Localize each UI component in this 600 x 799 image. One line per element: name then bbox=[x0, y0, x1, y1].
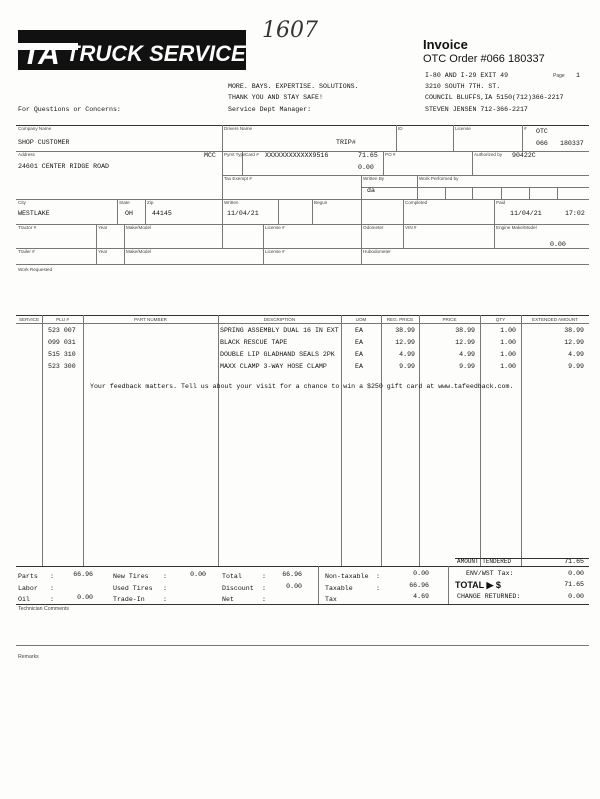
non-taxable-label: Non-taxable bbox=[325, 573, 369, 580]
row-1-ext: 12.99 bbox=[564, 339, 584, 346]
paid-label: Paid bbox=[496, 200, 506, 205]
total-label: Total bbox=[222, 573, 242, 580]
col-qty: QTY bbox=[495, 317, 506, 322]
trailer-label: Trailer # bbox=[18, 249, 35, 254]
vin-label: VIN # bbox=[405, 225, 417, 230]
row-1-uom: EA bbox=[355, 339, 363, 346]
address-line-2: 3210 SOUTH 7TH. ST. bbox=[425, 83, 501, 90]
address-value: 24601 CENTER RIDGE ROAD bbox=[18, 163, 110, 170]
row-2-qty: 1.00 bbox=[500, 351, 516, 358]
written-by-label: Written By bbox=[363, 176, 385, 181]
row-0-price: 38.99 bbox=[455, 327, 475, 334]
zip-value: 44145 bbox=[152, 210, 172, 217]
trade-in-label: Trade-In bbox=[113, 596, 145, 603]
non-taxable-colon: : bbox=[376, 573, 380, 580]
drivers-name-value: TRIP# bbox=[336, 139, 356, 146]
otc-value: OTC bbox=[536, 128, 548, 135]
new-tires-value: 0.00 bbox=[190, 571, 206, 578]
oil-value: 0.00 bbox=[77, 594, 93, 601]
completed-label: Completed bbox=[405, 200, 428, 205]
paid-date-value: 11/04/21 bbox=[510, 210, 542, 217]
ta-truck-service-logo bbox=[18, 30, 246, 70]
row-2-price: 4.99 bbox=[459, 351, 475, 358]
row-1-desc: BLACK RESCUE TAPE bbox=[220, 339, 288, 346]
row-3-desc: MAXX CLAMP 3-WAY HOSE CLAMP bbox=[220, 363, 327, 370]
row-3-uom: EA bbox=[355, 363, 363, 370]
logo-graphic bbox=[18, 30, 246, 70]
state-label: State bbox=[119, 200, 130, 205]
parts-label: Parts bbox=[18, 573, 38, 580]
env-tax-value: 0.00 bbox=[568, 570, 584, 577]
work-requested-label: Work Requested bbox=[18, 267, 53, 272]
authorized-by-value: 90422C bbox=[512, 152, 536, 159]
parts-colon: : bbox=[50, 573, 54, 580]
new-tires-label: New Tires bbox=[113, 573, 149, 580]
non-taxable-value: 0.00 bbox=[413, 570, 429, 577]
row-2-reg: 4.99 bbox=[399, 351, 415, 358]
tax-exempt-label: Tax Exempt # bbox=[224, 176, 252, 181]
row-1-reg: 12.99 bbox=[395, 339, 415, 346]
row-1-price: 12.99 bbox=[455, 339, 475, 346]
col-extended-amount: EXTENDED AMOUNT bbox=[532, 317, 578, 322]
used-tires-colon: : bbox=[163, 585, 167, 592]
authorized-by-label: Authorized by bbox=[474, 152, 503, 157]
row-0-ext: 38.99 bbox=[564, 327, 584, 334]
row-1-plu: 099 031 bbox=[48, 339, 76, 346]
env-tax-label: ENV/WST Tax: bbox=[466, 570, 514, 577]
row-2-ext: 4.99 bbox=[568, 351, 584, 358]
row-0-desc: SPRING ASSEMBLY DUAL 16 IN EXT bbox=[220, 327, 339, 334]
store-value: 066 bbox=[536, 140, 548, 147]
trailer-license-label: License # bbox=[265, 249, 285, 254]
used-tires-label: Used Tires bbox=[113, 585, 153, 592]
oil-label: Oil bbox=[18, 596, 30, 603]
trailer-make-model-label: Make/Model bbox=[126, 249, 152, 254]
odometer-label: Odometer bbox=[363, 225, 384, 230]
paid-time-value: 17:02 bbox=[565, 210, 585, 217]
discount-value: 0.00 bbox=[286, 583, 302, 590]
address-line-1: I-80 AND I-29 EXIT 49 bbox=[425, 72, 509, 79]
row-1-qty: 1.00 bbox=[500, 339, 516, 346]
row-0-qty: 1.00 bbox=[500, 327, 516, 334]
new-tires-colon: : bbox=[163, 573, 167, 580]
trade-in-colon: : bbox=[163, 596, 167, 603]
id-label: ID bbox=[398, 126, 403, 131]
discount-label: Discount bbox=[222, 585, 254, 592]
row-3-ext: 9.99 bbox=[568, 363, 584, 370]
hash-label: # bbox=[524, 126, 527, 131]
engine-make-model-label: Engine Make/Model bbox=[496, 225, 537, 230]
trailer-year-label: Year bbox=[98, 249, 108, 254]
tractor-year-label: Year bbox=[98, 225, 108, 230]
taxable-value: 66.96 bbox=[409, 582, 429, 589]
tractor-label: Tractor # bbox=[18, 225, 37, 230]
tractor-make-model-label: Make/Model bbox=[126, 225, 152, 230]
labor-label: Labor bbox=[18, 585, 38, 592]
row-0-plu: 523 007 bbox=[48, 327, 76, 334]
net-label: Net bbox=[222, 596, 234, 603]
doc-title: Invoice bbox=[423, 37, 468, 52]
discount-colon: : bbox=[262, 585, 266, 592]
written-date-value: 11/04/21 bbox=[227, 210, 259, 217]
city-label: City bbox=[18, 200, 26, 205]
tax-label: Tax bbox=[325, 596, 337, 603]
page-number: 1 bbox=[576, 72, 580, 79]
license-label: License bbox=[455, 126, 471, 131]
questions-label: For Questions or Concerns: bbox=[18, 106, 121, 113]
address-line-3: COUNCIL BLUFFS,IA 5150(712)366-2217 bbox=[425, 94, 564, 101]
po-label: PO # bbox=[385, 152, 396, 157]
grand-total-label: TOTAL ▶ $ bbox=[455, 580, 501, 590]
col-description: DESCRIPTION bbox=[263, 317, 296, 322]
grand-total-value: 71.65 bbox=[564, 581, 584, 588]
technician-comments-label: Technician Comments bbox=[18, 606, 70, 612]
taxable-label: Taxable bbox=[325, 585, 353, 592]
logo-mark: TA bbox=[22, 38, 60, 70]
feedback-message: Your feedback matters. Tell us about your visit for a chance to win a $250 gift card at www.tafeedback.com. bbox=[90, 383, 514, 390]
total-value: 66.96 bbox=[282, 571, 302, 578]
col-uom: UOM bbox=[355, 317, 367, 322]
engine-value: 0.00 bbox=[550, 241, 566, 248]
change-returned-label: CHANGE RETURNED: bbox=[457, 593, 521, 600]
logo-text: TRUCK SERVICE bbox=[66, 41, 246, 66]
written-by-value: da bbox=[367, 187, 375, 194]
col-service: SERVICE bbox=[18, 317, 40, 322]
amount-tendered-value: 71.65 bbox=[564, 558, 584, 565]
col-plu: PLU # bbox=[56, 317, 69, 322]
row-2-desc: DOUBLE LIP GLADHAND SEALS 2PK bbox=[220, 351, 335, 358]
row-3-reg: 9.99 bbox=[399, 363, 415, 370]
pymt-type-value: MCC bbox=[204, 152, 216, 159]
order-number: OTC Order #066 180337 bbox=[423, 53, 545, 65]
row-2-plu: 515 310 bbox=[48, 351, 76, 358]
card-amount-value: 71.65 bbox=[358, 152, 378, 159]
col-part-number: PART NUMBER bbox=[134, 317, 167, 322]
remarks-label: Remarks bbox=[18, 654, 39, 660]
tax-value: 4.69 bbox=[413, 593, 429, 600]
zip-label: Zip bbox=[147, 200, 154, 205]
begun-label: Begun bbox=[314, 200, 328, 205]
row-2-uom: EA bbox=[355, 351, 363, 358]
hubodometer-label: Hubodometer bbox=[363, 249, 391, 254]
slogan-1: MORE. BAYS. EXPERTISE. SOLUTIONS. bbox=[228, 83, 359, 90]
labor-colon: : bbox=[50, 585, 54, 592]
row-3-plu: 523 300 bbox=[48, 363, 76, 370]
oil-colon: : bbox=[50, 596, 54, 603]
row-3-price: 9.99 bbox=[459, 363, 475, 370]
state-value: OH bbox=[125, 210, 133, 217]
slogan-3: Service Dept Manager: bbox=[228, 106, 312, 113]
pymt-type-label: Pymt Type bbox=[224, 152, 246, 157]
tractor-license-label: License # bbox=[265, 225, 285, 230]
col-reg-price: REG. PRICE bbox=[386, 317, 414, 322]
row-0-reg: 38.99 bbox=[395, 327, 415, 334]
card-value: XXXXXXXXXXXX9516 bbox=[265, 152, 329, 159]
handwritten-note: 1607 bbox=[262, 18, 318, 43]
company-name-label: Company Name bbox=[18, 126, 52, 131]
page-label: Page bbox=[553, 73, 565, 79]
card-label: Card # bbox=[245, 152, 259, 157]
net-colon: : bbox=[262, 596, 266, 603]
taxable-colon: : bbox=[376, 585, 380, 592]
slogan-2: THANK YOU AND STAY SAFE! bbox=[228, 94, 323, 101]
written-label: Written bbox=[224, 200, 239, 205]
address-label: Address bbox=[18, 152, 35, 157]
drivers-name-label: Drivers Name bbox=[224, 126, 253, 131]
order-value: 180337 bbox=[560, 140, 584, 147]
city-value: WESTLAKE bbox=[18, 210, 50, 217]
work-performed-by-label: Work Performed by bbox=[419, 176, 459, 181]
parts-value: 66.96 bbox=[73, 571, 93, 578]
col-price: PRICE bbox=[442, 317, 457, 322]
change-returned-value: 0.00 bbox=[568, 593, 584, 600]
amount-tendered-label: AMOUNT TENDERED bbox=[457, 558, 512, 565]
row-3-qty: 1.00 bbox=[500, 363, 516, 370]
card-tax-value: 0.00 bbox=[358, 164, 374, 171]
company-name-value: SHOP CUSTOMER bbox=[18, 139, 70, 146]
total-colon: : bbox=[262, 573, 266, 580]
address-line-4: STEVEN JENSEN 712-366-2217 bbox=[425, 106, 528, 113]
row-0-uom: EA bbox=[355, 327, 363, 334]
